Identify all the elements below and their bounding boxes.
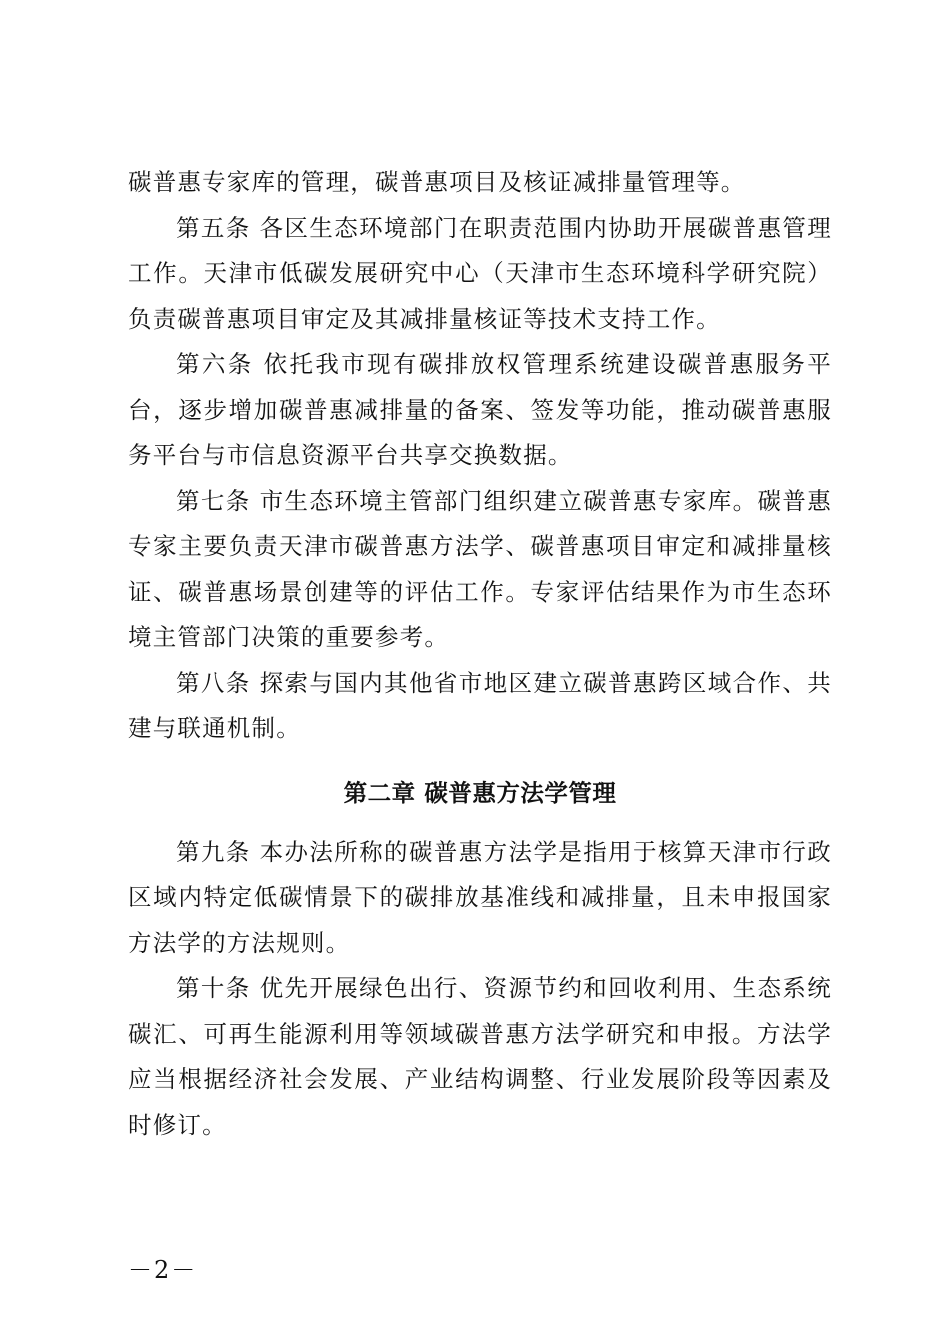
article-5-number: 第五条: [176, 213, 251, 242]
chapter-title: 第二章 碳普惠方法学管理: [343, 778, 617, 807]
article-6-text: 依托我市现有碳排放权管理系统建设碳普惠服务平台，逐步增加碳普惠减排量的备案、签发等功能，推动碳普惠服务平台与市信息资源平台共享交换数据。: [128, 350, 833, 469]
article-7-number: 第七条: [176, 486, 251, 515]
article-9-text: 本办法所称的碳普惠方法学是指用于核算天津市行政区域内特定低碳情景下的碳排放基准线和减排量，且未申报国家方法学的方法规则。: [128, 837, 833, 957]
article-10: [128, 966, 832, 1148]
article-9-number: 第九条: [176, 837, 251, 866]
continuation-paragraph: 碳普惠专家库的管理，碳普惠项目及核证减排量管理等。: [128, 168, 746, 196]
page-number: －2－: [128, 1256, 198, 1284]
article-9: [128, 830, 832, 967]
article-10-number: 第十条: [176, 974, 251, 1002]
article-6: [128, 342, 832, 479]
article-8-number: 第八条: [176, 668, 251, 697]
document-body: [128, 160, 832, 1148]
article-6-number: 第六条: [176, 350, 254, 378]
article-10-text: 优先开展绿色出行、资源节约和回收利用、生态系统碳汇、可再生能源利用等领域碳普惠方法学研究和申报。方法学应当根据经济社会发展、产业结构调整、行业发展阶段等因素及时修订。: [128, 974, 833, 1139]
article-8-text: 探索与国内其他省市地区建立碳普惠跨区域合作、共建与联通机制。: [128, 668, 833, 742]
article-5-text: 各区生态环境部门在职责范围内协助开展碳普惠管理工作。天津市低碳发展研究中心（天津市生态环境科学研究院）负责碳普惠项目审定及其减排量核证等技术支持工作。: [128, 213, 833, 333]
article-7-text: 市生态环境主管部门组织建立碳普惠专家库。碳普惠专家主要负责天津市碳普惠方法学、碳普惠项目审定和减排量核证、碳普惠场景创建等的评估工作。专家评估结果作为市生态环境主管部门决策的重要参考。: [128, 486, 833, 651]
article-5: [128, 206, 832, 343]
article-8: [128, 661, 832, 752]
article-7: [128, 479, 832, 661]
